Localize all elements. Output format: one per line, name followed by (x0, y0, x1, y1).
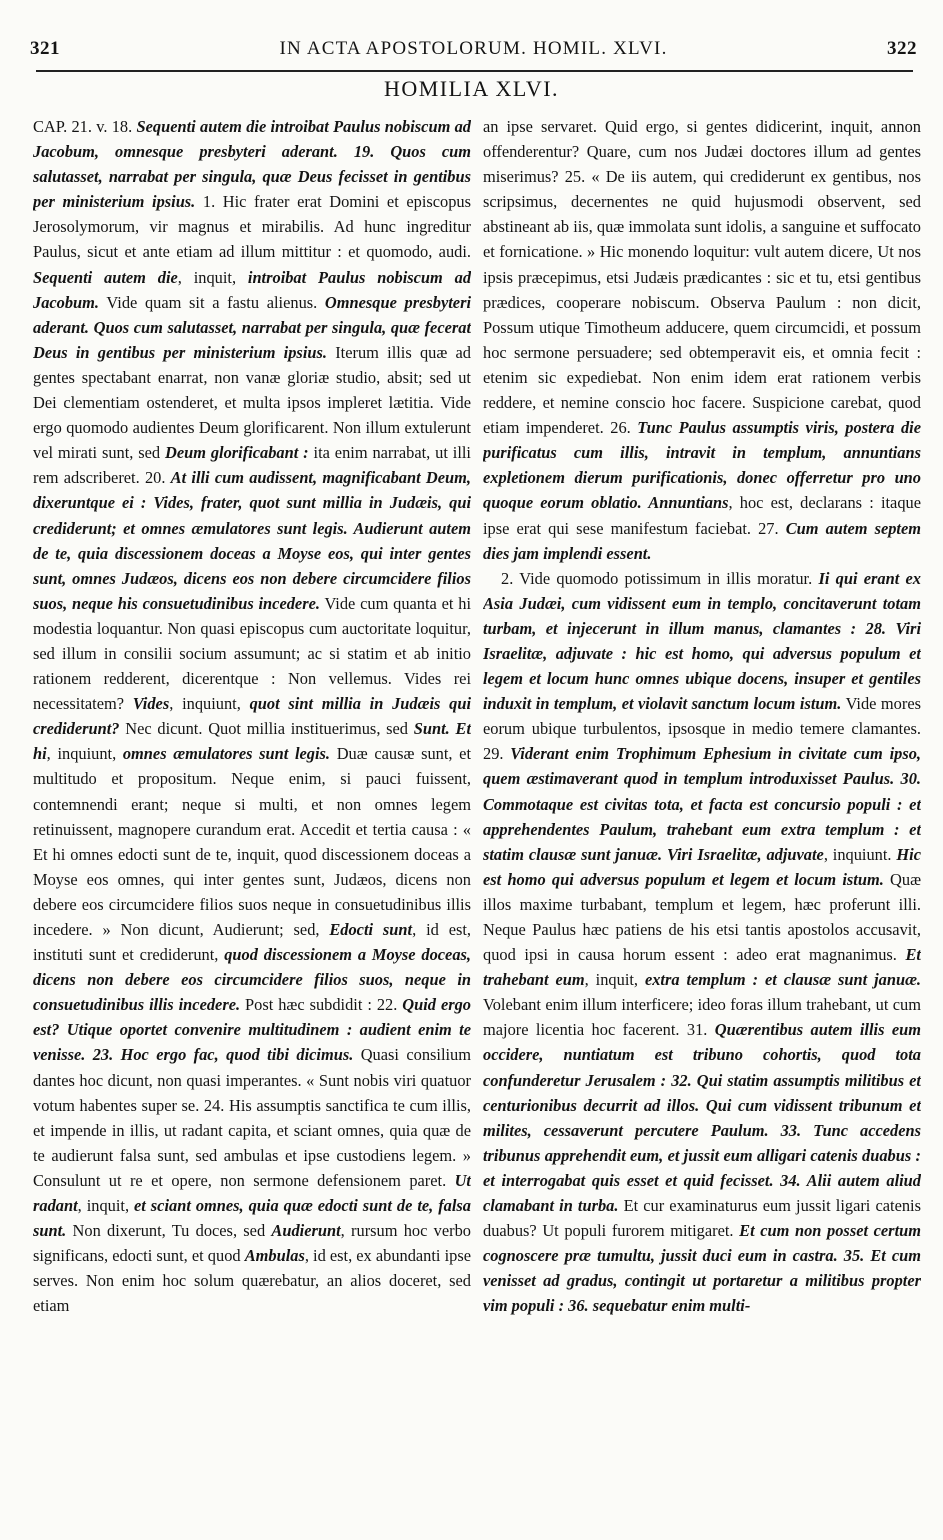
scripture-quote: extra templum : et clausæ sunt januæ. (644, 970, 921, 990)
scripture-quote: quod discessionem a Moyse doceas, dicens non debere eos circumcidere filios suos, neque in consuetudinibus illis incedere. (33, 945, 471, 1015)
commentary-text: Iterum illis quæ ad gentes spectabant enarrat, non vanæ gloriæ studio, absit; sed ut Dei clementiam ostenderet, et multa ipsos impleret lætitia. Vide ergo quomodo audientes Deum glorificarent. Non illum extulerunt vel mirati sunt, sed (33, 342, 471, 463)
scripture-quote: Quid ergo est? Utique oportet convenire multitudinem : audient enim te venisse. 23. Hoc ergo fac, quod tibi dicimus. (33, 995, 471, 1065)
scripture-quote: et sciant omnes, quia quæ edocti sunt de te, falsa sunt. (33, 1196, 471, 1241)
commentary-text: , id est, instituti sunt et crediderunt, (33, 920, 471, 965)
commentary-text: 2. Vide quomodo potissimum in illis moratur. (501, 568, 819, 588)
scripture-quote: Et cum non posset certum cognoscere præ tumultu, jussit duci eum in castra. 35. Et cum venisset ad gradus, contingit ut portaretur a militibus propter vim populi : 36. sequebatur enim multi- (483, 1221, 921, 1316)
scripture-quote: introibat Paulus nobiscum ad Jacobum. (33, 267, 471, 312)
commentary-text: , rursum hoc verbo significans, edocti sunt, et quod (33, 1221, 471, 1266)
scripture-quote: Vides (132, 694, 170, 714)
commentary-text: an ipse servaret. Quid ergo, si gentes didicerint, inquit, annon offenderentur? Quare, cum nos Judæi doctores illum ad gentes miserimus? 25. « De iis autem, qui crediderunt ex gentibus, nos scripsimus, decernentes ne quid hujusmodi observent, sed abstineant ab iis, quæ immolata sunt idolis, a sanguine et suffocato et fornicatione. » Hic monendo loquitur: vult autem dicere, Ut nos ipsis præcepimus, etsi Judæis prædicantes : sic et tu, etsi gentibus prædices, cooperare nobiscum. Observa Paulum : non dicit, Possum utique Timotheum adducere, quem circumcidi, et possum hoc sermone persuadere; sed obtemperavit eis, et omnia fecit : etenim sic expediebat. Non enim idem erat rationem verbis reddere, et nemine conscio hoc facere. Suspicione carebat, quod etiam impenderet. 26. (483, 117, 921, 438)
scripture-quote: Hic est homo qui adversus populum et legem et locum istum. (483, 844, 921, 889)
running-title: IN ACTA APOSTOLORUM. HOMIL. XLVI. (279, 38, 668, 59)
scripture-quote: Sequenti autem die (33, 267, 178, 287)
commentary-text: Nec dicunt. Quot millia instituerimus, sed (119, 719, 414, 739)
commentary-text: , inquiunt. (823, 844, 897, 864)
page-number-right: 322 (887, 38, 917, 59)
paragraph (483, 566, 921, 1319)
scripture-quote: Omnesque presbyteri aderant. Quos cum salutasset, narrabat per singula, quæ fecerat Deus in gentibus per ministerium ipsius. (33, 292, 471, 362)
scripture-quote: Ut radant (33, 1170, 471, 1216)
commentary-text: , inquit, (77, 1196, 135, 1216)
scripture-quote: omnes æmulatores sunt legis. (122, 744, 331, 764)
commentary-text: CAP. 21. v. 18. (33, 117, 137, 136)
scripture-quote: Cum autem septem dies jam implendi essent. (483, 518, 921, 563)
commentary-text: Non dixerunt, Tu doces, sed (66, 1221, 272, 1241)
scripture-quote: Sequenti autem die introibat Paulus nobiscum ad Jacobum, omnesque presbyteri aderant. 19. Quos cum salutasset, narrabat per singula, quæ Deus fecisset in gentibus per ministerium ipsius. (33, 117, 471, 212)
scripture-quote: At illi cum audissent, magnificabant Deum, dixeruntque ei : Vides, frater, quot sunt millia in Judæis, qui crediderunt; et omnes æmulatores sunt legis. Audierunt autem de te, quia discessionem doceas a Moyse eos, qui inter gentes sunt, omnes Judæos, dicens eos non debere circumcidere filios suos, neque his consuetudinibus incedere. (33, 468, 471, 613)
commentary-text: , inquit, (177, 267, 248, 287)
commentary-text: Quasi consilium dantes hoc dicunt, non quasi imperantes. « Sunt nobis viri quatuor votum habentes super se. 24. His assumptis sanctifica te cum illis, et impende in illis, ut radant capita, et sciant omnes, quia quæ de te audierunt falsa sunt, sed ambulas et ipse custodiens legem. » Consulunt ut re et opere, non sermone defensionem paret. (33, 1045, 471, 1190)
scripture-quote: Ambulas (244, 1246, 305, 1266)
commentary-text: Vide mores eorum ubique turbulentos, ipsosque in medio temere clamantes. 29. (483, 694, 921, 764)
homily-title: HOMILIA XLVI. (383, 76, 560, 101)
commentary-text: Quæ illos maxime turbabant, templum et legem, hæc proferunt illi. Neque Paulus hæc patiens de his etsi tantis apostolos accusavit, quod ipsi in causa horum essent : adeo erat magnanimus. (483, 869, 921, 965)
scripture-quote: Audierunt (271, 1221, 341, 1241)
scripture-quote: Tunc Paulus assumptis viris, postera die purificatus cum illis, intravit in templum, annuntians expletionem dierum purificationis, donec offerretur pro uno quoque eorum oblatio. Annuntians (483, 418, 921, 513)
scripture-quote: Sunt. Et hi (33, 719, 471, 764)
page-number-left: 321 (30, 38, 60, 59)
paragraph (483, 114, 921, 566)
right-column (483, 114, 921, 1514)
commentary-text: , hoc est, declarans : itaque ipse erat qui sese manifestum faciebat. 27. (483, 493, 921, 538)
left-column (33, 114, 471, 1514)
commentary-text: , inquit, (584, 970, 645, 990)
commentary-text: Post hæc subdidit : 22. (240, 995, 403, 1015)
commentary-text: ita enim narrabat, ut illi rem adscriberet. 20. (33, 443, 471, 488)
header-rule (36, 70, 913, 72)
commentary-text: , id est, ex abundanti ipse serves. Non enim hoc solum quærebatur, an alios doceret, sed etiam (33, 1246, 471, 1316)
scripture-quote: Et trahebant eum (483, 945, 921, 990)
commentary-text: Et cur examinaturus eum jussit ligari catenis duabus? Ut populi furorem mitigaret. (483, 1196, 921, 1241)
scripture-quote: Ii qui erant ex Asia Judæi, cum vidissent eum in templo, concitaverunt totam turbam, et injecerunt in illum manus, clamantes : 28. Viri Israelitæ, adjuvate : hic est homo, qui adversus populum et legem et locum hunc omnes ubique docens, insuper et gentiles induxit in templum, et violavit sanctum locum istum. (483, 568, 921, 714)
scripture-quote: Viderant enim Trophimum Ephesium in civitate cum ipso, quem æstimaverant quod in templum introduxisset Paulus. 30. Commotaque est civitas tota, et facta est concursio populi : et apprehendentes Paulum, trahebant eum extra templum : et statim clausæ sunt januæ. Viri Israelitæ, adjuvate (483, 744, 921, 864)
commentary-text: , inquiunt, (46, 744, 123, 764)
scripture-quote: quot sint millia in Judæis qui crediderunt? (33, 694, 471, 739)
commentary-text: Vide quam sit a fastu alienus. (99, 292, 325, 312)
scripture-quote: Edocti sunt (329, 920, 413, 939)
scripture-quote: Deum glorificabant : (165, 443, 309, 463)
scripture-quote: Quærentibus autem illis eum occidere, nuntiatum est tribuno cohortis, quod tota confunderetur Jerusalem : 32. Qui statim assumptis militibus et centurionibus decurrit ad illos. Qui cum vidissent tribunum et milites, cessaverunt percutere Paulum. 33. Tunc accedens tribunus apprehendit eum, et jussit eum alligari catenis duabus : et interrogabat quis esset et quid fecisset. 34. Alii autem aliud clamabant in turba. (483, 1020, 921, 1216)
commentary-text: , inquiunt, (169, 694, 250, 714)
commentary-text: Duæ causæ sunt, et multitudo et propositum. Neque enim, si pauci fuissent, contemnendi erant; neque si multi, et non omnes legem retinuissent, magnopere curandum erat. Accedit et tertia causa : « Et hi omnes edocti sunt de te, inquit, quod discessionem doceas a Moyse eos omnes, qui inter gentes sunt, Judæos, dicens non debere eos circumcidere filios suos neque in consuetudinibus illis incedere. » Non dicunt, Audierunt; sed, (33, 744, 471, 939)
running-header (30, 34, 917, 64)
commentary-text: Volebant enim illum interficere; ideo foras illum trahebant, ut cum majore licentia hoc facerent. 31. (483, 995, 921, 1040)
commentary-text: Vide cum quanta et hi modestia loquantur. Non quasi episcopus cum auctoritate loquitur, sed illum in consilii socium assumunt; ac si statim et ab initio rationem redderent, dicerentque : Non vellemus. Vides rei necessitatem? (33, 593, 471, 714)
paragraph (33, 114, 471, 1319)
commentary-text: 1. Hic frater erat Domini et episcopus Jerosolymorum, vir magnus et mirabilis. Ad hunc ingreditur Paulus, sicut et ante etiam ad illum mittitur : et quomodo, audi. (33, 192, 471, 262)
